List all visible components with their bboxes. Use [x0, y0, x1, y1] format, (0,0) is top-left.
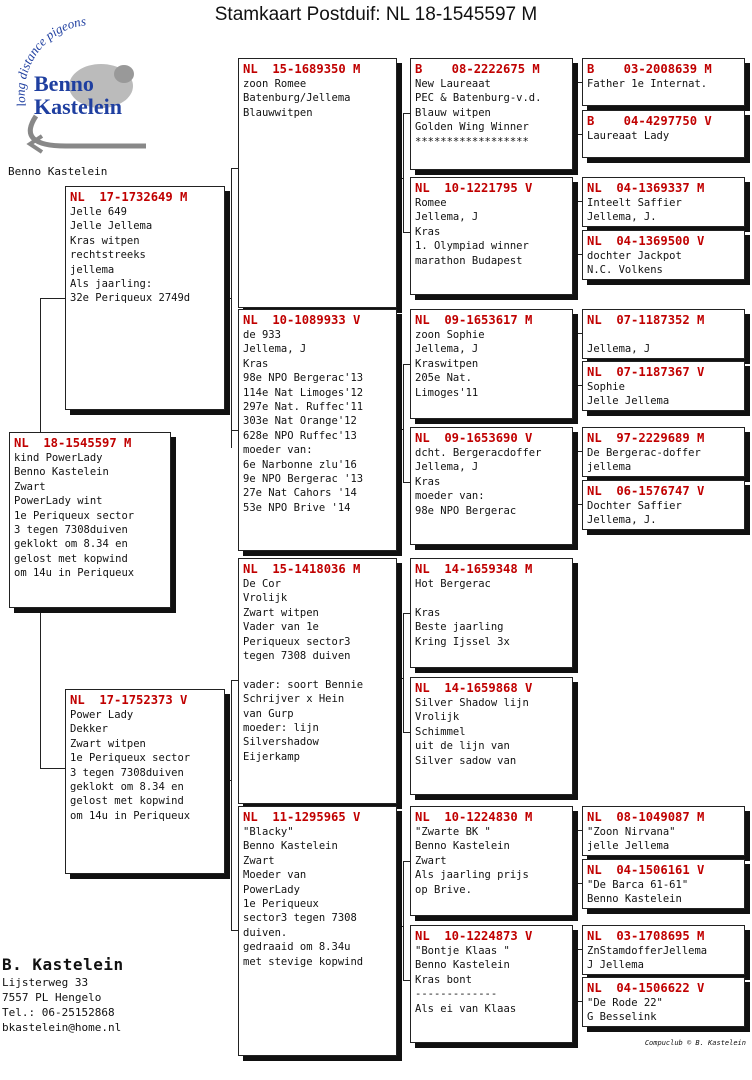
ring-number: NL 11-1295965 V: [243, 810, 361, 824]
connector-line: [403, 482, 410, 483]
info-line: 628e NPO Ruffec'13: [243, 429, 357, 442]
pedigree-box-dss: [410, 558, 573, 668]
info-line: "Zoon Nirvana": [587, 826, 676, 838]
bird-info: [415, 696, 568, 768]
info-line: Jelle Jellema: [587, 395, 670, 408]
info-line: Sophie: [587, 381, 625, 393]
info-line: G Besselink: [587, 1011, 657, 1024]
info-line: dcht. Bergeracdoffer: [415, 447, 542, 459]
info-line: Dekker: [70, 723, 108, 736]
info-line: Als jaarling:: [70, 278, 153, 291]
pedigree-box-subject: [9, 432, 171, 608]
connector-line: [577, 333, 578, 385]
pedigree-box-dsd: [410, 677, 573, 795]
address-name: B. Kastelein: [2, 955, 124, 974]
info-line: Father 1e Internat.: [587, 78, 708, 90]
pedigree-box-ddss: [582, 806, 745, 856]
bird-info: [70, 205, 220, 306]
connector-line: [403, 613, 404, 732]
info-line: Inteelt Saffier: [587, 197, 682, 209]
bird-info: [587, 825, 740, 854]
info-line: Jellema, J: [243, 343, 307, 356]
info-line: 27e Nat Cahors '14: [243, 487, 357, 500]
connector-line: [577, 82, 578, 134]
bird-info: [587, 878, 740, 907]
connector-line: [231, 430, 238, 431]
info-line: 32e Periqueux 2749d: [70, 292, 191, 305]
info-line: sector3 tegen 7308: [243, 912, 357, 925]
info-line: Jellema, J: [415, 461, 479, 474]
pedigree-box-sdd: [410, 427, 573, 545]
info-line: Jellema, J: [587, 343, 651, 356]
info-line: "Blacky": [243, 826, 294, 838]
info-line: uit de lijn van: [415, 740, 510, 753]
info-line: met stevige kopwind: [243, 955, 364, 968]
bird-info: [587, 996, 740, 1025]
connector-line: [231, 680, 232, 930]
connector-line: [225, 780, 231, 781]
info-line: Silvershadow: [243, 736, 319, 749]
info-line: moeder van:: [415, 490, 485, 503]
connector-line: [225, 298, 231, 299]
bird-info: [587, 944, 740, 973]
info-line: moeder van:: [243, 444, 313, 457]
info-line: 1e Periqueux: [243, 898, 319, 911]
ring-number: NL 04-1369500 V: [587, 234, 705, 248]
info-line: Blauwwitpen: [243, 106, 313, 119]
bird-info: [587, 129, 740, 143]
connector-line: [577, 451, 578, 504]
bird-info: [587, 446, 740, 475]
pedigree-box-dds: [410, 806, 573, 916]
ring-number: NL 14-1659868 V: [415, 681, 533, 695]
info-line: Als ei van Klaas: [415, 1002, 517, 1015]
info-line: zoon Romee: [243, 78, 307, 90]
info-line: Kring Ijssel 3x: [415, 635, 510, 648]
info-line: Romee: [415, 197, 447, 209]
info-line: Vader van 1e: [243, 621, 319, 634]
info-line: jellema: [587, 461, 632, 474]
info-line: De Cor: [243, 578, 281, 590]
ring-number: NL 09-1653617 M: [415, 313, 533, 327]
bird-info: [587, 249, 740, 278]
connector-line: [403, 861, 404, 980]
address-tel: Tel.: 06-25152868: [2, 1006, 115, 1019]
info-line: duiven.: [243, 926, 288, 939]
info-line: ******************: [415, 135, 529, 148]
bird-info: [415, 446, 568, 518]
pedigree-box-dam: [65, 689, 225, 874]
connector-line: [577, 949, 578, 1001]
connector-line: [573, 856, 577, 857]
bird-info: [587, 77, 740, 91]
info-line: Benno Kastelein: [587, 893, 682, 906]
address-street: Lijsterweg 33: [2, 976, 89, 989]
logo-name-line2: Kastelein: [34, 94, 122, 119]
info-line: "Bontje Klaas ": [415, 945, 510, 957]
address-block: [2, 955, 124, 1035]
logo-name-line1: Benno: [34, 71, 94, 96]
pedigree-box-sdss: [582, 309, 745, 359]
info-line: Jelle Jellema: [70, 220, 153, 233]
pedigree-box-sss: [410, 58, 573, 170]
info-line: Kraswitpen: [415, 357, 479, 370]
info-line: Limoges'11: [415, 386, 479, 399]
info-line: 3 tegen 7308duiven: [14, 524, 128, 537]
connector-line: [403, 980, 410, 981]
ring-number: NL 10-1221795 V: [415, 181, 533, 195]
info-line: PEC & Batenburg-v.d.: [415, 92, 542, 105]
info-line: 297e Nat. Ruffec'11: [243, 401, 364, 414]
info-line: 53e NPO Brive '14: [243, 501, 351, 514]
info-line: Zwart: [415, 854, 447, 867]
info-line: van Gurp: [243, 707, 294, 720]
pedigree-box-sdds: [582, 427, 745, 477]
info-line: rechtstreeks: [70, 249, 146, 262]
pedigree-box-sssd: [582, 110, 745, 158]
bird-info: [587, 499, 740, 528]
info-line: Moeder van: [243, 869, 307, 882]
connector-line: [231, 680, 238, 681]
connector-line: [573, 108, 577, 109]
connector-line: [403, 613, 410, 614]
info-line: Benno Kastelein: [415, 840, 510, 853]
info-line: "De Barca 61-61": [587, 879, 689, 891]
ring-number: B 03-2008639 M: [587, 62, 712, 76]
ring-number: NL 09-1653690 V: [415, 431, 533, 445]
connector-line: [40, 608, 41, 768]
info-line: marathon Budapest: [415, 254, 523, 267]
info-line: Jellema, J: [415, 343, 479, 356]
info-line: [243, 663, 392, 677]
info-line: om 14u in Periqueux: [14, 567, 135, 580]
info-line: Zwart witpen: [243, 606, 319, 619]
pedigree-box-dddd: [582, 977, 745, 1027]
logo-arc-text: long distance pigeons: [12, 13, 87, 109]
ring-number: NL 08-1049087 M: [587, 810, 705, 824]
connector-line: [403, 861, 410, 862]
ring-number: NL 04-1506161 V: [587, 863, 705, 877]
info-line: J Jellema: [587, 959, 644, 972]
info-line: Hot Bergerac: [415, 578, 491, 590]
pedigree-box-ss: [238, 58, 397, 308]
info-line: Golden Wing Winner: [415, 121, 529, 134]
pedigree-box-sire: [65, 186, 225, 410]
info-line: Laureaat Lady: [587, 130, 670, 142]
connector-line: [397, 178, 403, 179]
ring-number: NL 07-1187352 M: [587, 313, 705, 327]
bird-info: [587, 196, 740, 225]
connector-line: [40, 768, 65, 769]
ring-number: NL 10-1224830 M: [415, 810, 533, 824]
connector-line: [573, 975, 577, 976]
info-line: 6e Narbonne zlu'16: [243, 458, 357, 471]
info-line: jelle Jellema: [587, 840, 670, 853]
bird-info: [415, 577, 568, 649]
info-line: gelost met kopwind: [70, 795, 184, 808]
info-line: Kras witpen: [70, 234, 140, 247]
ring-number: NL 10-1224873 V: [415, 929, 533, 943]
pedigree-box-sddd: [582, 480, 745, 530]
info-line: Zwart: [14, 480, 46, 493]
connector-line: [231, 168, 232, 448]
info-line: Benno Kastelein: [243, 840, 338, 853]
info-line: moeder: lijn: [243, 722, 319, 735]
ring-number: NL 04-1506622 V: [587, 981, 705, 995]
bird-info: [415, 328, 568, 400]
ring-number: NL 97-2229689 M: [587, 431, 705, 445]
address-city: 7557 PL Hengelo: [2, 991, 102, 1004]
bird-info: [70, 708, 220, 823]
info-line: de 933: [243, 329, 281, 341]
pedigree-box-ds: [238, 558, 397, 804]
info-line: Zwart: [243, 854, 275, 867]
info-line: kind PowerLady: [14, 452, 103, 464]
info-line: jellema: [70, 263, 115, 276]
pedigree-box-sds: [410, 309, 573, 419]
info-line: 1e Periqueux sector: [14, 509, 135, 522]
info-line: 3 tegen 7308duiven: [70, 766, 184, 779]
address-email: bkastelein@home.nl: [2, 1021, 122, 1034]
connector-line: [403, 232, 410, 233]
pedigree-box-dd: [238, 806, 397, 1056]
info-line: Kras: [415, 225, 441, 238]
connector-line: [577, 201, 578, 254]
connector-line: [397, 678, 403, 679]
info-line: Benno Kastelein: [14, 466, 109, 479]
ring-number: NL 07-1187367 V: [587, 365, 705, 379]
club-logo: [6, 6, 176, 156]
info-line: 1e Periqueux sector: [70, 752, 191, 765]
info-line: Vrolijk: [243, 592, 288, 605]
connector-line: [40, 298, 41, 432]
bird-info: [243, 825, 392, 969]
info-line: Jellema, J.: [587, 514, 657, 527]
info-line: 303e Nat Orange'12: [243, 415, 357, 428]
info-line: tegen 7308 duiven: [243, 650, 351, 663]
bird-info: [415, 77, 568, 149]
info-line: Kras: [415, 606, 441, 619]
connector-line: [573, 477, 577, 478]
info-line: Jelle 649: [70, 206, 127, 218]
info-line: N.C. Volkens: [587, 264, 663, 277]
connector-line: [40, 298, 65, 299]
bird-info: [587, 328, 740, 357]
info-line: dochter Jackpot: [587, 250, 682, 262]
connector-line: [403, 364, 404, 482]
info-line: Blauw witpen: [415, 106, 491, 119]
info-line: Jellema, J: [415, 211, 479, 224]
info-line: 114e Nat Limoges'12: [243, 386, 364, 399]
info-line: Als jaarling prijs: [415, 869, 529, 882]
connector-line: [397, 926, 403, 927]
info-line: op Brive.: [415, 883, 472, 896]
info-line: 98e NPO Bergerac: [415, 504, 517, 517]
ring-number: NL 10-1089933 V: [243, 313, 361, 327]
credit-text: Compuclub © B. Kastelein: [644, 1039, 746, 1047]
info-line: Schimmel: [415, 725, 466, 738]
ring-number: NL 06-1576747 V: [587, 484, 705, 498]
ring-number: NL 03-1708695 M: [587, 929, 705, 943]
ring-number: NL 15-1689350 M: [243, 62, 361, 76]
pedigree-box-ssss: [582, 58, 745, 106]
ring-number: NL 17-1732649 M: [70, 190, 188, 204]
info-line: Kras: [415, 475, 441, 488]
info-line: 9e NPO Bergerac '13: [243, 473, 364, 486]
info-line: PowerLady: [243, 883, 300, 896]
pedigree-box-ssd: [410, 177, 573, 295]
connector-line: [573, 359, 577, 360]
pedigree-box-ddds: [582, 925, 745, 975]
info-line: Silver sadow van: [415, 754, 517, 767]
info-line: Periqueux sector3: [243, 635, 351, 648]
info-line: zoon Sophie: [415, 329, 485, 341]
info-line: geklokt om 8.34 en: [14, 538, 128, 551]
info-line: Vrolijk: [415, 711, 460, 724]
bird-info: [415, 944, 568, 1016]
info-line: geklokt om 8.34 en: [70, 781, 184, 794]
connector-line: [573, 227, 577, 228]
info-line: "Zwarte BK ": [415, 826, 491, 838]
info-line: [415, 591, 568, 605]
pedigree-box-ssds: [582, 177, 745, 227]
info-line: 205e Nat.: [415, 372, 472, 385]
info-line: gelost met kopwind: [14, 552, 128, 565]
connector-line: [231, 168, 238, 169]
info-line: New Laureaat: [415, 78, 491, 90]
info-line: Jellema, J.: [587, 211, 657, 224]
connector-line: [403, 732, 410, 733]
info-line: Power Lady: [70, 709, 134, 721]
bird-info: [243, 77, 392, 120]
info-line: Eijerkamp: [243, 750, 300, 763]
ring-number: B 08-2222675 M: [415, 62, 540, 76]
bird-info: [415, 825, 568, 897]
info-line: 98e NPO Bergerac'13: [243, 372, 364, 385]
pedigree-box-sdsd: [582, 361, 745, 411]
info-line: ZnStamdofferJellema: [587, 945, 708, 957]
info-line: om 14u in Periqueux: [70, 809, 191, 822]
connector-line: [231, 930, 238, 931]
pedigree-box-ddd: [410, 925, 573, 1043]
bird-info: [243, 328, 392, 515]
connector-line: [397, 429, 403, 430]
info-line: Kras: [243, 357, 269, 370]
ring-number: NL 15-1418036 M: [243, 562, 361, 576]
info-line: Benno Kastelein: [415, 959, 510, 972]
page-title: Stamkaart Postduif: NL 18-1545597 M: [214, 4, 538, 25]
pedigree-box-sd: [238, 309, 397, 551]
info-line: Schrijver x Hein: [243, 693, 345, 706]
ring-number: NL 17-1752373 V: [70, 693, 188, 707]
info-line: Beste jaarling: [415, 621, 504, 634]
owner-name: Benno Kastelein: [8, 165, 108, 178]
info-line: vader: soort Bennie: [243, 678, 364, 691]
connector-line: [403, 364, 410, 365]
bird-info: [587, 380, 740, 409]
info-line: De Bergerac-doffer: [587, 447, 701, 459]
ring-number: NL 18-1545597 M: [14, 436, 132, 450]
info-line: -------------: [415, 988, 498, 1001]
ring-number: B 04-4297750 V: [587, 114, 712, 128]
ring-number: NL 04-1369337 M: [587, 181, 705, 195]
info-line: PowerLady wint: [14, 495, 103, 508]
pedigree-box-ssdd: [582, 230, 745, 280]
ring-number: NL 14-1659348 M: [415, 562, 533, 576]
bird-info: [415, 196, 568, 268]
pedigree-box-ddsd: [582, 859, 745, 909]
info-line: Zwart witpen: [70, 737, 146, 750]
info-line: Kras bont: [415, 973, 472, 986]
bird-info: [14, 451, 166, 581]
connector-line: [403, 113, 404, 232]
bird-info: [243, 577, 392, 764]
info-line: 1. Olympiad winner: [415, 240, 529, 253]
info-line: "De Rode 22": [587, 997, 663, 1009]
connector-line: [577, 830, 578, 883]
connector-line: [403, 113, 410, 114]
info-line: Batenburg/Jellema: [243, 92, 351, 105]
info-line: [587, 328, 740, 342]
info-line: Silver Shadow lijn: [415, 697, 529, 709]
info-line: gedraaid om 8.34u: [243, 941, 351, 954]
info-line: Dochter Saffier: [587, 500, 682, 512]
